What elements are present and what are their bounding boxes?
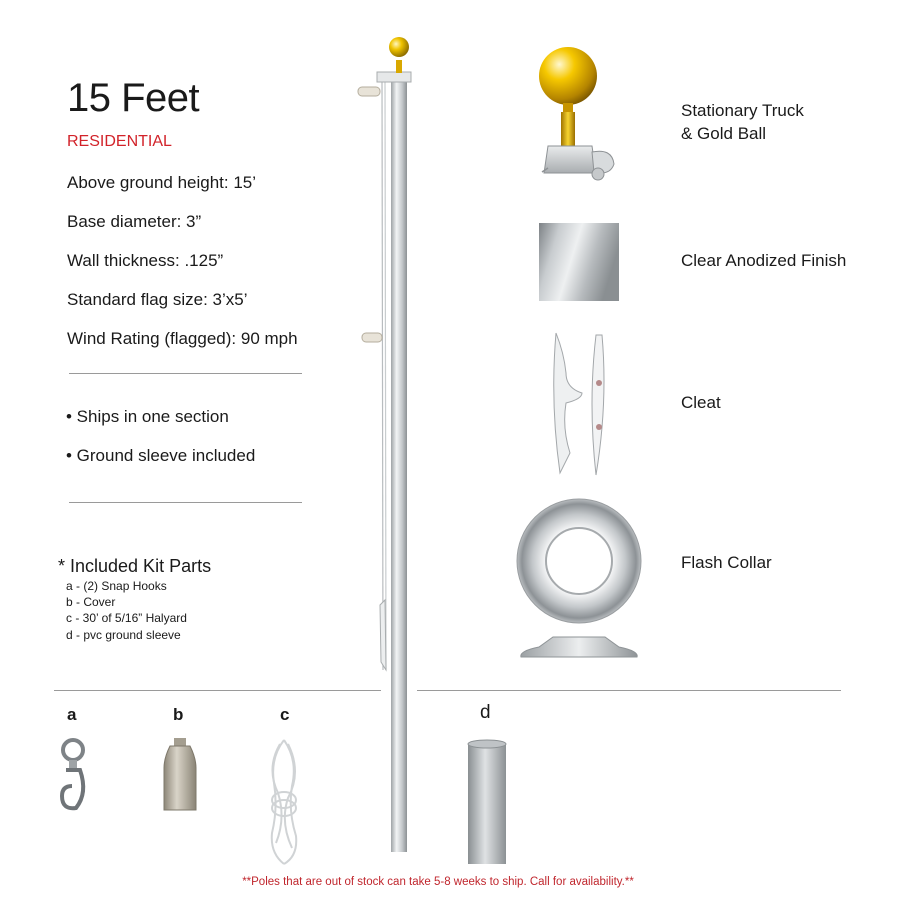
spec-above-ground-height: Above ground height: 15’ bbox=[67, 173, 257, 192]
cover-icon bbox=[160, 738, 200, 813]
snap-hook-icon bbox=[54, 738, 94, 813]
spec-base-diameter: Base diameter: 3” bbox=[67, 212, 202, 231]
kit-item-halyard: c - 30’ of 5/16” Halyard bbox=[66, 611, 187, 625]
divider bbox=[69, 502, 302, 503]
divider bbox=[54, 690, 381, 691]
divider bbox=[69, 373, 302, 374]
feature-label-truck: Stationary Truck & Gold Ball bbox=[681, 101, 804, 143]
halyard-rope-icon bbox=[262, 738, 306, 868]
gold-ball-truck-icon bbox=[530, 48, 630, 183]
product-title: 15 Feet bbox=[67, 76, 200, 120]
spec-wind-rating: Wind Rating (flagged): 90 mph bbox=[67, 329, 298, 348]
availability-note: **Poles that are out of stock can take 5-8 weeks to ship. Call for availability.** bbox=[242, 876, 634, 888]
flash-collar-icon bbox=[515, 497, 645, 662]
kit-item-snap-hooks: a - (2) Snap Hooks bbox=[66, 579, 167, 593]
kit-parts-title: * Included Kit Parts bbox=[58, 556, 212, 576]
bullet-one-section: • Ships in one section bbox=[66, 407, 229, 426]
kit-letter-a: a bbox=[67, 705, 77, 724]
anodized-finish-swatch bbox=[539, 223, 619, 301]
feature-label-cleat: Cleat bbox=[681, 393, 721, 412]
kit-letter-b: b bbox=[173, 705, 184, 724]
bullet-ground-sleeve: • Ground sleeve included bbox=[66, 446, 256, 465]
product-category: RESIDENTIAL bbox=[67, 133, 172, 150]
feature-label-finish: Clear Anodized Finish bbox=[681, 251, 847, 270]
kit-letter-c: c bbox=[280, 705, 290, 724]
divider bbox=[417, 690, 841, 691]
feature-label-flash-collar: Flash Collar bbox=[681, 553, 772, 572]
flagpole-illustration bbox=[350, 30, 430, 860]
kit-letter-d: d bbox=[480, 702, 491, 723]
spec-flag-size: Standard flag size: 3’x5’ bbox=[67, 290, 248, 309]
kit-item-ground-sleeve: d - pvc ground sleeve bbox=[66, 628, 181, 642]
kit-item-cover: b - Cover bbox=[66, 595, 116, 609]
spec-wall-thickness: Wall thickness: .125” bbox=[67, 251, 224, 270]
cleat-icon bbox=[548, 333, 618, 478]
ground-sleeve-icon bbox=[468, 740, 508, 866]
